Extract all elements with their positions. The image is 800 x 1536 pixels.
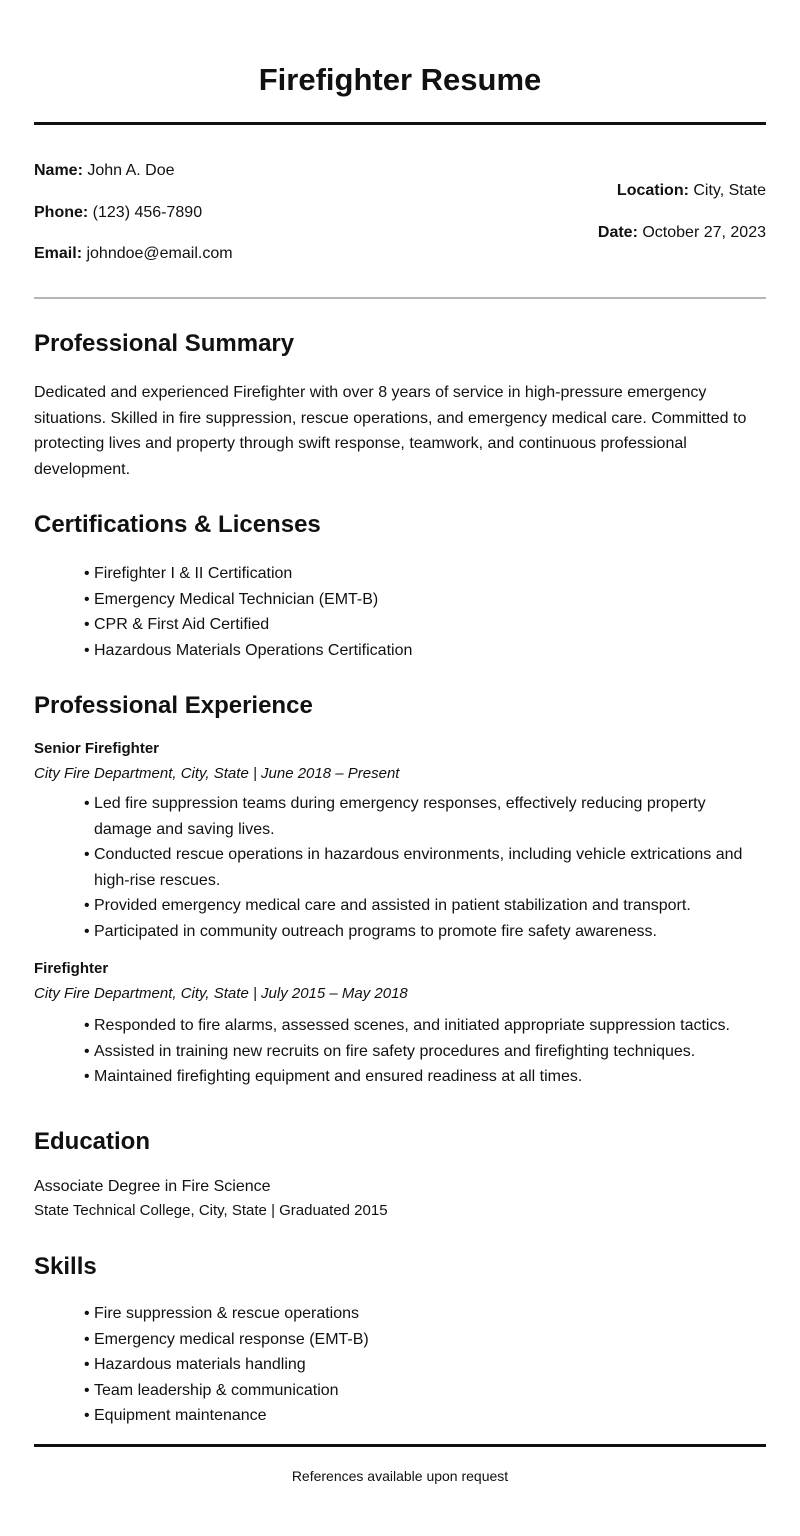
- job-bullets: [34, 791, 766, 944]
- certifications-heading: Certifications & Licenses: [34, 511, 321, 538]
- skills-heading: Skills: [34, 1253, 97, 1280]
- list-item: • CPR & First Aid Certified: [84, 612, 766, 638]
- list-item: • Emergency Medical Technician (EMT-B): [84, 587, 766, 613]
- summary-section: [34, 329, 766, 482]
- job-meta: City Fire Department, City, State | July 2015 – May 2018: [34, 985, 408, 1002]
- contact-name: [34, 160, 233, 202]
- education-degree: Associate Degree in Fire Science: [34, 1178, 271, 1195]
- email-label: Email:: [34, 245, 83, 262]
- list-item: • Fire suppression & rescue operations: [84, 1301, 766, 1327]
- contact-info-left: [34, 160, 233, 285]
- contact-email: [34, 243, 233, 285]
- list-item: • Led fire suppression teams during emergency responses, effectively reducing property damage and saving lives.: [84, 791, 766, 842]
- phone-value: (123) 456-7890: [92, 203, 203, 221]
- contact-date: [598, 222, 766, 264]
- page-title: Firefighter Resume: [258, 62, 542, 97]
- name-value: John A. Doe: [87, 162, 175, 179]
- phone-label: Phone:: [34, 203, 89, 221]
- certifications-list: [34, 561, 766, 663]
- job-title: Firefighter: [34, 960, 109, 977]
- list-item: • Firefighter I & II Certification: [84, 561, 766, 587]
- list-item: • Emergency medical response (EMT-B): [84, 1327, 766, 1353]
- header-divider: [34, 122, 766, 125]
- contact-phone: [34, 202, 233, 244]
- list-item: • Maintained firefighting equipment and ensured readiness at all times.: [84, 1064, 766, 1090]
- list-item: • Participated in community outreach programs to promote fire safety awareness.: [84, 919, 766, 945]
- skills-section: [34, 1252, 766, 1429]
- name-label: Name:: [34, 162, 83, 179]
- job-entry: [34, 959, 766, 1090]
- footer-divider: [34, 1444, 766, 1447]
- job-entry: [34, 739, 766, 944]
- job-meta: City Fire Department, City, State | June 2018 – Present: [34, 765, 400, 782]
- list-item: • Team leadership & communication: [84, 1378, 766, 1404]
- list-item: • Hazardous materials handling: [84, 1352, 766, 1378]
- job-title: Senior Firefighter: [34, 740, 160, 757]
- email-value: johndoe@email.com: [86, 245, 233, 262]
- education-heading: Education: [34, 1128, 151, 1155]
- summary-heading: Professional Summary: [34, 330, 295, 357]
- list-item: • Assisted in training new recruits on fire safety procedures and firefighting techniques.: [84, 1039, 766, 1065]
- location-value: City, State: [693, 182, 766, 199]
- contact-location: [598, 180, 766, 222]
- list-item: • Equipment maintenance: [84, 1403, 766, 1429]
- experience-heading: Professional Experience: [34, 692, 313, 719]
- education-section: [34, 1127, 766, 1223]
- location-label: Location:: [616, 182, 689, 199]
- date-label: Date:: [597, 224, 638, 241]
- contact-info-right: [598, 180, 766, 264]
- date-value: October 27, 2023: [642, 224, 766, 241]
- contact-divider: [34, 297, 766, 299]
- skills-list: [34, 1301, 766, 1429]
- list-item: • Hazardous Materials Operations Certification: [84, 638, 766, 664]
- list-item: • Conducted rescue operations in hazardous environments, including vehicle extrications and high-rise rescues.: [84, 842, 766, 893]
- education-school: State Technical College, City, State | Graduated 2015: [34, 1202, 388, 1219]
- experience-section: [34, 691, 766, 1090]
- job-bullets: [34, 1013, 766, 1090]
- list-item: • Provided emergency medical care and assisted in patient stabilization and transport.: [84, 893, 766, 919]
- certifications-section: [34, 510, 766, 663]
- list-item: • Responded to fire alarms, assessed scenes, and initiated appropriate suppression tactics.: [84, 1013, 766, 1039]
- summary-text: Dedicated and experienced Firefighter with over 8 years of service in high-pressure emergency situations. Skilled in fire suppression, rescue operations, and emergency medical care. Committed to protecting lives and property through swift response, teamwork, and continuous professional development.: [34, 384, 747, 478]
- footer-note: References available upon request: [291, 1468, 509, 1484]
